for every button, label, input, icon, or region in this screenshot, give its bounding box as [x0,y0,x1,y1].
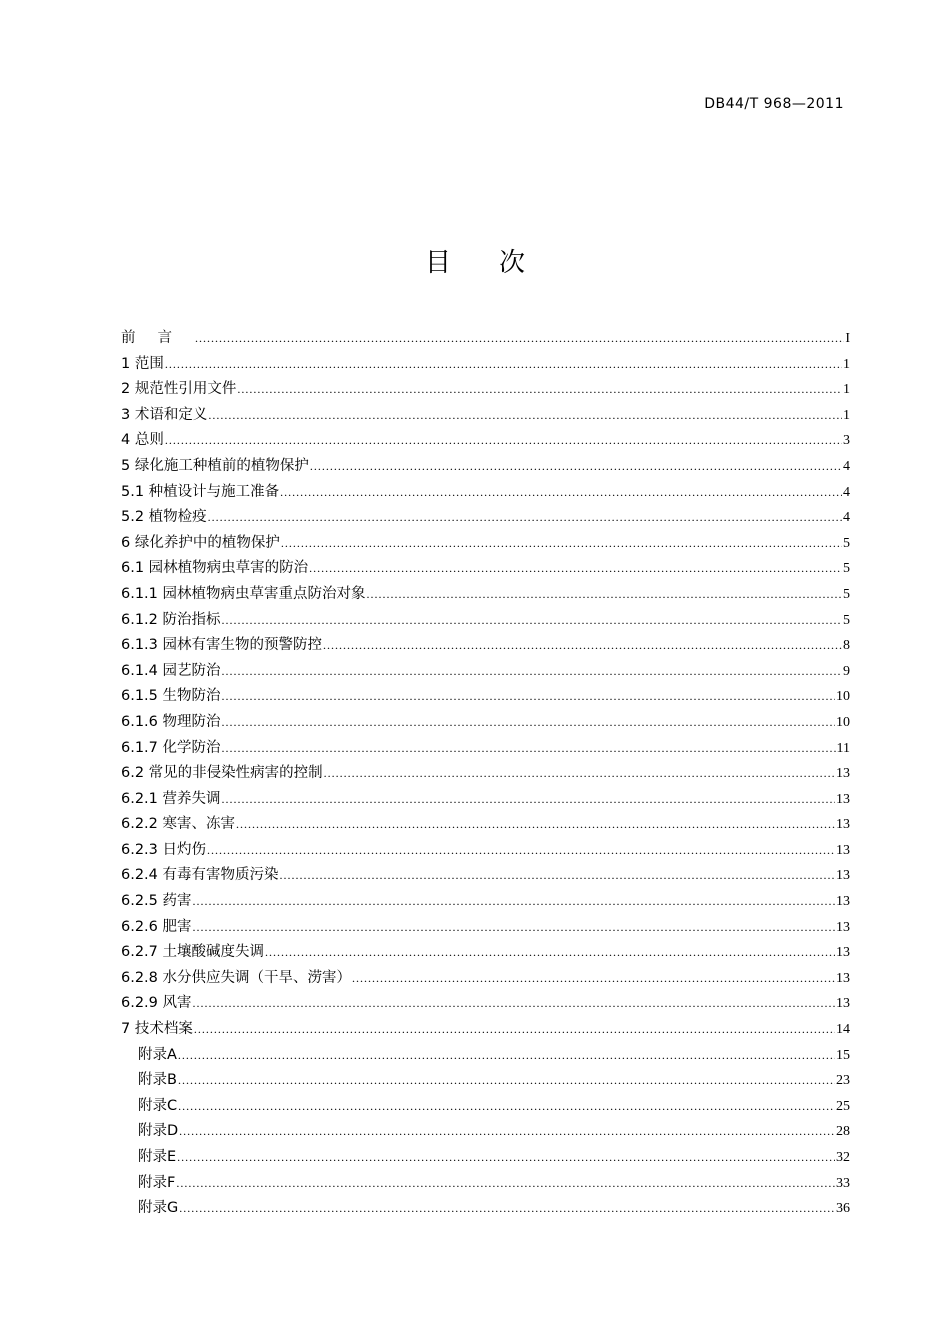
toc-entry[interactable] [121,582,850,608]
toc-entry-label: 4 总则 [121,432,164,449]
toc-entry-page: 8 [843,638,850,654]
toc-entry-page: 10 [836,689,850,705]
toc-entry[interactable] [121,915,850,941]
toc-entry[interactable] [121,736,850,762]
toc-entry-leader [280,863,835,889]
toc-entry-page: 10 [836,714,850,730]
toc-entry-leader [208,403,842,429]
toc-entry-leader [176,1171,835,1197]
toc-entry-label: 6.2.6 肥害 [121,918,192,935]
toc-title-part2: 次 [499,248,526,278]
toc-entry-page: 14 [836,1022,850,1038]
toc-entry-leader [222,710,835,736]
toc-entry-page: 15 [836,1047,850,1063]
toc-entry-page: 23 [836,1073,850,1089]
toc-entry[interactable] [121,1196,850,1222]
toc-entry-label: 6.2.7 土壤酸碱度失调 [121,944,265,961]
toc-title [0,242,950,279]
toc-entry[interactable] [121,480,850,506]
toc-entry[interactable] [121,940,850,966]
toc-entry-label: 6.1 园林植物病虫草害的防治 [121,560,309,577]
toc-entry-page: 13 [836,945,850,961]
toc-entry-label: 5.2 植物检疫 [121,509,207,526]
toc-entry[interactable] [121,710,850,736]
toc-entry-label: 1 范围 [121,355,164,372]
toc-entry-page: 1 [843,407,850,423]
toc-entry[interactable] [121,1145,850,1171]
toc-entry[interactable] [121,556,850,582]
toc-entry-leader [222,659,842,685]
toc-entry-leader [177,1145,835,1171]
toc-entry-label: 6.2.2 寒害、冻害 [121,816,236,833]
toc-entry-page: 13 [836,817,850,833]
toc-entry-leader [195,326,844,352]
toc-entry-page: 13 [836,970,850,986]
toc-entry-label: 6.2.4 有毒有害物质污染 [121,867,279,884]
toc-entry[interactable] [121,812,850,838]
toc-entry-label: 7 技术档案 [121,1021,193,1038]
toc-entry-label: 6.1.2 防治指标 [121,611,221,628]
toc-entry[interactable] [121,531,850,557]
toc-entry-leader [281,531,842,557]
toc-entry-label: 附录B [138,1072,177,1089]
toc-entry-label: 6.1.5 生物防治 [121,688,221,705]
toc-entry-leader [367,582,842,608]
toc-entry-page: 36 [836,1201,850,1217]
toc-entry[interactable] [121,428,850,454]
toc-entry-page: 3 [843,433,850,449]
toc-entry-page: 13 [836,791,850,807]
toc-entry-leader [323,633,842,659]
toc-entry-leader [236,812,835,838]
toc-entry-leader [280,480,842,506]
toc-entry-label: 附录D [138,1123,179,1140]
toc-entry[interactable] [121,787,850,813]
toc-entry-page: 5 [843,612,850,628]
toc-entry[interactable] [121,1119,850,1145]
toc-entry-leader [193,889,835,915]
toc-entry-label: 附录E [138,1149,177,1165]
toc-entry-label: 2 规范性引用文件 [121,381,237,398]
toc-entry-page: 5 [843,561,850,577]
toc-entry-label: 3 术语和定义 [121,406,208,423]
toc-entry-label: 5 绿化施工种植前的植物保护 [121,457,309,474]
toc-entry-leader [179,1119,835,1145]
toc-entry-page: 33 [836,1175,850,1191]
toc-entry-page: 28 [836,1124,850,1140]
toc-entry-page: 9 [843,663,850,679]
toc-entry[interactable] [121,633,850,659]
toc-entry[interactable] [121,608,850,634]
toc-entry[interactable] [121,1171,850,1197]
toc-entry[interactable] [121,1017,850,1043]
toc-entry-leader [179,1196,835,1222]
toc-entry[interactable] [121,889,850,915]
toc-entry-page: 5 [843,586,850,602]
toc-entry-label: 5.1 种植设计与施工准备 [121,483,280,500]
toc-entry-leader [208,505,842,531]
toc-entry[interactable] [121,761,850,787]
toc-entry-leader [222,684,835,710]
toc-entry[interactable] [121,684,850,710]
toc-entry-page: 13 [836,894,850,910]
toc-entry-label: 附录G [138,1200,179,1217]
toc-entry[interactable] [121,1068,850,1094]
toc-entry-leader [352,966,835,992]
toc-entry-label: 6.2.8 水分供应失调（干旱、涝害） [121,969,352,986]
toc-entry[interactable] [121,505,850,531]
toc-entry-page: 25 [836,1098,850,1114]
toc-entry-label: 6.2 常见的非侵染性病害的控制 [121,765,323,782]
toc-entry-leader [237,377,842,403]
toc-entry-leader [207,838,835,864]
toc-entry-leader [193,915,835,941]
toc-entry-label: 6 绿化养护中的植物保护 [121,534,280,551]
toc-entry-label: 前言 [121,330,194,346]
toc-entry[interactable] [121,966,850,992]
toc-entry-leader [222,787,835,813]
toc-entry-label: 附录F [138,1174,176,1191]
toc-entry-leader [178,1043,835,1069]
toc-entry[interactable] [121,1094,850,1120]
document-code: DB44/T 968—2011 [704,96,844,112]
toc-entry-leader [222,608,842,634]
toc-entry[interactable] [121,403,850,429]
toc-entry[interactable] [121,377,850,403]
toc-entry-leader [309,556,842,582]
table-of-contents [121,326,850,1222]
toc-entry-leader [178,1068,835,1094]
toc-entry[interactable] [121,863,850,889]
toc-entry-page: 13 [836,919,850,935]
toc-entry[interactable] [121,838,850,864]
toc-entry-leader [194,1017,835,1043]
toc-entry-leader [324,761,835,787]
toc-entry-label: 6.1.3 园林有害生物的预警防控 [121,637,323,654]
toc-entry-page: 1 [843,356,850,372]
toc-entry[interactable] [121,454,850,480]
toc-entry-leader [178,1094,835,1120]
toc-title-part1: 目 [424,248,451,278]
toc-entry-page: 4 [843,484,850,500]
toc-entry-page: 13 [836,842,850,858]
toc-entry[interactable] [121,1043,850,1069]
toc-entry-page: 32 [836,1150,850,1165]
toc-entry-label: 6.1.6 物理防治 [121,713,221,730]
toc-entry-label: 6.2.9 风害 [121,995,192,1012]
toc-entry-page: 1 [843,382,850,398]
toc-entry-leader [165,428,842,454]
toc-entry-page: 11 [836,740,850,756]
toc-entry-label: 6.1.1 园林植物病虫草害重点防治对象 [121,585,366,602]
toc-entry-leader [165,352,842,378]
toc-entry[interactable] [121,326,850,352]
toc-entry-label: 6.1.7 化学防治 [121,739,221,756]
toc-entry-label: 6.2.5 药害 [121,893,192,910]
toc-entry[interactable] [121,991,850,1017]
toc-entry-leader [222,736,836,762]
toc-entry-page: 13 [836,868,850,884]
toc-entry-label: 6.1.4 园艺防治 [121,662,221,679]
toc-entry[interactable] [121,659,850,685]
toc-entry-label: 附录C [138,1097,178,1114]
toc-entry-label: 6.2.3 日灼伤 [121,841,207,858]
toc-entry[interactable] [121,352,850,378]
toc-entry-page: 13 [836,996,850,1012]
toc-entry-page: 4 [843,458,850,474]
toc-entry-leader [193,991,835,1017]
toc-entry-leader [265,940,835,966]
toc-entry-page: I [845,331,850,346]
toc-entry-page: 13 [836,766,850,782]
toc-entry-label: 6.2.1 营养失调 [121,790,221,807]
toc-entry-page: 5 [843,535,850,551]
toc-entry-label: 附录A [138,1046,177,1063]
toc-entry-page: 4 [843,510,850,526]
toc-entry-leader [310,454,842,480]
